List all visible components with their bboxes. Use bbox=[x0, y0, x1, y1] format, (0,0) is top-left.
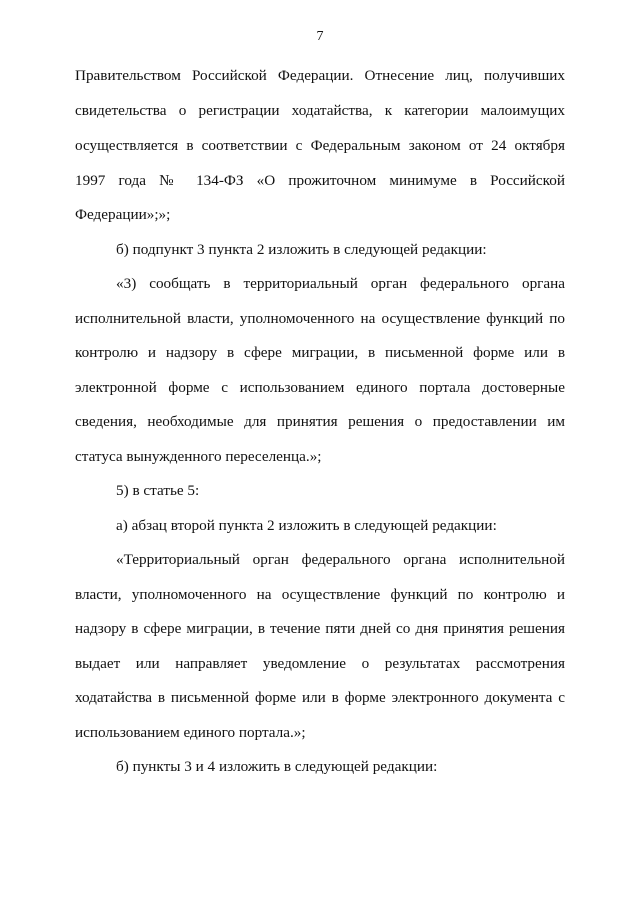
text-line: контролю и надзору в сфере миграции, в письменной форме или в bbox=[75, 344, 565, 361]
text-line: электронной форме с использованием единого портала достоверные bbox=[75, 379, 565, 396]
page-number: 7 bbox=[316, 29, 324, 44]
text-line: использованием единого портала.»; bbox=[75, 724, 306, 741]
text-line: а) абзац второй пункта 2 изложить в следующей редакции: bbox=[116, 517, 497, 534]
text-line: свидетельства о регистрации ходатайства, к категории малоимущих bbox=[75, 102, 565, 119]
text-line: «3) сообщать в территориальный орган федерального органа bbox=[116, 275, 565, 292]
text-line: исполнительной власти, уполномоченного на осуществление функций по bbox=[75, 310, 565, 327]
text-line: осуществляется в соответствии с Федеральным законом от 24 октября bbox=[75, 137, 565, 154]
text-line: выдает или направляет уведомление о результатах рассмотрения bbox=[75, 655, 565, 672]
text-line: надзору в сфере миграции, в течение пяти дней со дня принятия решения bbox=[75, 620, 565, 637]
text-line: 1997 года № 134-ФЗ «О прожиточном минимуме в Российской bbox=[75, 172, 565, 189]
text-line: власти, уполномоченного на осуществление функций по контролю и bbox=[75, 586, 565, 603]
text-line: 5) в статье 5: bbox=[116, 482, 200, 499]
text-line: ходатайства в письменной форме или в форме электронного документа с bbox=[75, 689, 565, 706]
text-line: б) пункты 3 и 4 изложить в следующей редакции: bbox=[116, 758, 438, 775]
text-line: Федерации»;»; bbox=[75, 206, 171, 223]
text-line: «Территориальный орган федерального органа исполнительной bbox=[116, 551, 565, 568]
text-line: б) подпункт 3 пункта 2 изложить в следующей редакции: bbox=[116, 241, 487, 258]
text-line: сведения, необходимые для принятия решения о предоставлении им bbox=[75, 413, 565, 430]
text-line: Правительством Российской Федерации. Отнесение лиц, получивших bbox=[75, 67, 565, 84]
text-line: статуса вынужденного переселенца.»; bbox=[75, 448, 322, 465]
